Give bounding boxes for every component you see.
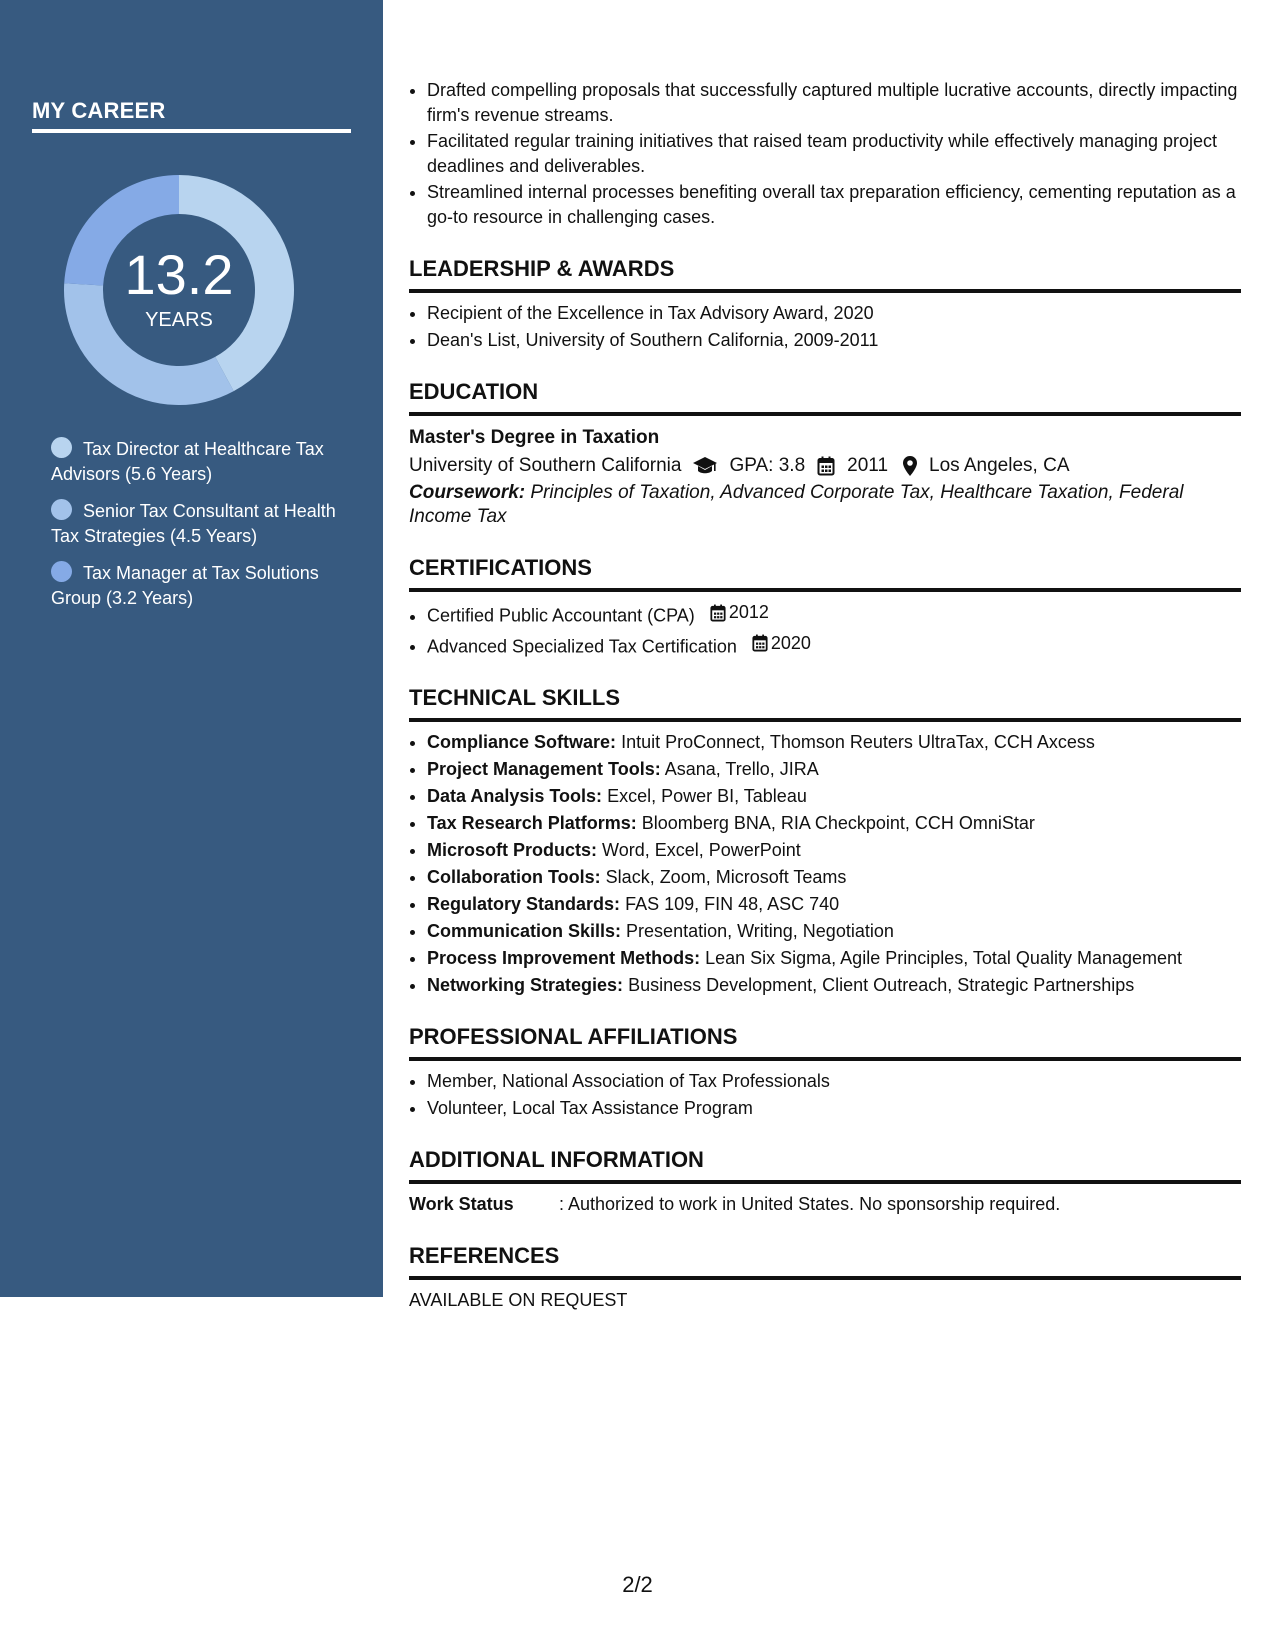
certification-year: 2012: [728, 602, 769, 622]
leadership-list: [409, 301, 1241, 353]
section-divider: [409, 588, 1241, 592]
education-location: Los Angeles, CA: [929, 455, 1070, 476]
skill-label: Collaboration Tools:: [427, 867, 601, 887]
career-heading: MY CAREER: [32, 98, 166, 123]
career-total-value: 13.2: [124, 242, 234, 306]
skill-value: Bloomberg BNA, RIA Checkpoint, CCH OmniStar: [641, 813, 1035, 833]
skill-label: Process Improvement Methods:: [427, 948, 701, 968]
skill-item: [427, 757, 1241, 782]
skill-item: [427, 973, 1241, 998]
affiliation-item: • Member, National Association of Tax Professionals: [427, 1069, 1241, 1094]
references-title: REFERENCES: [409, 1243, 560, 1268]
references-text: AVAILABLE ON REQUEST: [409, 1290, 628, 1310]
legend-dot-icon: [51, 561, 72, 582]
skill-item: [427, 892, 1241, 917]
skill-value: FAS 109, FIN 48, ASC 740: [625, 894, 840, 914]
work-status-value: : Authorized to work in United States. No sponsorship required.: [559, 1194, 1061, 1214]
career-roles-list: [51, 437, 341, 623]
career-role-text: Senior Tax Consultant at Health Tax Strategies (4.5 Years): [51, 501, 336, 546]
skill-item: [427, 811, 1241, 836]
leadership-title: LEADERSHIP & AWARDS: [409, 256, 675, 281]
skill-label: Project Management Tools:: [427, 759, 661, 779]
affiliations-list: [409, 1069, 1241, 1121]
career-sidebar: [0, 0, 383, 1297]
skill-value: Asana, Trello, JIRA: [664, 759, 819, 779]
career-role: [51, 437, 341, 487]
coursework-text: Principles of Taxation, Advanced Corporate Tax, Healthcare Taxation, Federal Income Tax: [409, 482, 1184, 527]
career-total-unit: YEARS: [145, 308, 213, 331]
skill-label: Communication Skills:: [427, 921, 622, 941]
certification-year: 2020: [770, 632, 811, 653]
skill-value: Presentation, Writing, Negotiation: [626, 921, 894, 941]
skill-label: Microsoft Products:: [427, 840, 598, 860]
education-school: University of Southern California: [409, 455, 682, 476]
skill-item: [427, 838, 1241, 863]
skill-label: Regulatory Standards:: [427, 894, 621, 914]
career-role: [51, 499, 341, 549]
skill-label: Tax Research Platforms:: [427, 813, 637, 833]
skill-item: [427, 784, 1241, 809]
graduation-cap-icon: [692, 456, 718, 476]
career-total: [64, 175, 294, 405]
experience-bullets: [409, 78, 1241, 230]
skills-title: TECHNICAL SKILLS: [409, 685, 621, 710]
skill-label: Data Analysis Tools:: [427, 786, 603, 806]
work-status-label: Work Status: [409, 1194, 514, 1214]
section-divider: [409, 718, 1241, 722]
certification-item: [427, 600, 1241, 629]
section-divider: [409, 1276, 1241, 1280]
skills-list: [409, 730, 1241, 998]
skill-value: Slack, Zoom, Microsoft Teams: [605, 867, 847, 887]
career-heading-rule: [32, 129, 351, 133]
certification-name: Certified Public Accountant (CPA): [427, 605, 695, 626]
section-divider: [409, 1057, 1241, 1061]
coursework-label: Coursework:: [409, 482, 526, 503]
experience-bullet: • Facilitated regular training initiatives that raised team productivity while effectively managing project deadlines and deliverables.: [427, 129, 1241, 179]
certification-name: Advanced Specialized Tax Certification: [427, 636, 737, 656]
skill-value: Lean Six Sigma, Agile Principles, Total Quality Management: [705, 948, 1183, 968]
legend-dot-icon: [51, 437, 72, 458]
skill-item: [427, 865, 1241, 890]
leadership-item: • Recipient of the Excellence in Tax Advisory Award, 2020: [427, 301, 1241, 326]
skill-label: Compliance Software:: [427, 732, 617, 752]
career-role: [51, 561, 341, 611]
certification-date: [752, 631, 811, 656]
leadership-item: • Dean's List, University of Southern California, 2009-2011: [427, 328, 1241, 353]
resume-main: [409, 78, 1241, 1313]
education-year: 2011: [847, 455, 889, 476]
education-details: [409, 451, 1241, 480]
skill-item: [427, 730, 1241, 755]
section-divider: [409, 1180, 1241, 1184]
education-title: EDUCATION: [409, 379, 539, 404]
certification-item: [427, 631, 1241, 660]
education-gpa: GPA: 3.8: [729, 455, 806, 476]
affiliation-item: • Volunteer, Local Tax Assistance Program: [427, 1096, 1241, 1121]
legend-dot-icon: [51, 499, 72, 520]
map-pin-icon: [902, 455, 918, 477]
skill-item: [427, 919, 1241, 944]
calendar-icon: [710, 604, 726, 622]
skill-item: [427, 946, 1241, 971]
additional-title: ADDITIONAL INFORMATION: [409, 1147, 704, 1172]
skill-value: Business Development, Client Outreach, Strategic Partnerships: [628, 975, 1135, 995]
section-divider: [409, 412, 1241, 416]
certifications-title: CERTIFICATIONS: [409, 555, 592, 580]
skill-value: Intuit ProConnect, Thomson Reuters UltraTax, CCH Axcess: [621, 732, 1095, 752]
work-status: [409, 1192, 1241, 1217]
skill-value: Excel, Power BI, Tableau: [607, 786, 807, 806]
career-role-text: Tax Manager at Tax Solutions Group (3.2 Years): [51, 563, 319, 608]
education-coursework: [409, 481, 1241, 529]
career-role-text: Tax Director at Healthcare Tax Advisors (5.6 Years): [51, 439, 324, 484]
skill-value: Word, Excel, PowerPoint: [602, 840, 801, 860]
education-degree: Master's Degree in Taxation: [409, 427, 660, 448]
calendar-icon: [817, 456, 835, 476]
experience-bullet: • Streamlined internal processes benefiting overall tax preparation efficiency, cementing reputation as a go-to resource in challenging cases.: [427, 180, 1241, 230]
skill-label: Networking Strategies:: [427, 975, 624, 995]
calendar-icon: [752, 634, 768, 652]
certifications-list: [409, 600, 1241, 659]
certification-date: [710, 600, 769, 625]
section-divider: [409, 289, 1241, 293]
page-number: 2/2: [622, 1572, 653, 1597]
affiliations-title: PROFESSIONAL AFFILIATIONS: [409, 1024, 738, 1049]
experience-bullet: • Drafted compelling proposals that successfully captured multiple lucrative accounts, directly impacting firm's revenue streams.: [427, 78, 1241, 128]
